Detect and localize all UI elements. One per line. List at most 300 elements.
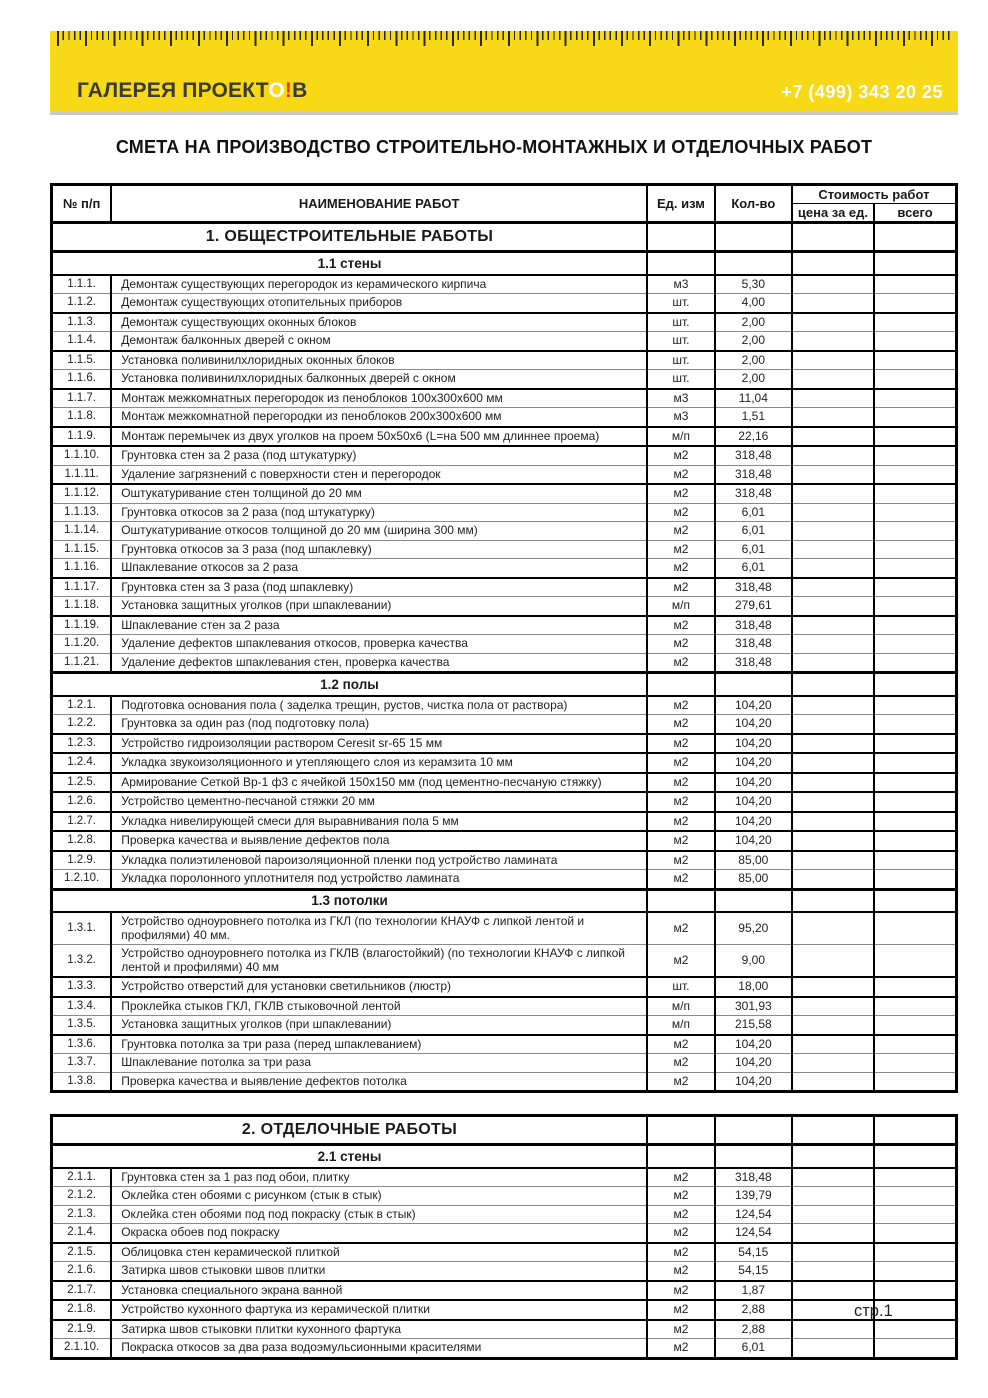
work-qty: 215,58: [715, 1016, 792, 1035]
work-name: Установка поливинилхлоридных балконных дверей с окном: [111, 370, 647, 389]
work-number: 1.1.4.: [52, 332, 112, 351]
subsection-title: 2.1 стены: [52, 1145, 647, 1168]
work-number: 1.1.12.: [52, 484, 112, 503]
work-qty: 104,20: [715, 773, 792, 793]
work-unit-price: [792, 597, 874, 616]
work-qty: 104,20: [715, 734, 792, 754]
work-name: Укладка нивелирующей смеси для выравнивания пола 5 мм: [111, 812, 647, 832]
work-total: [874, 578, 956, 597]
section-title: 1. ОБЩЕСТРОИТЕЛЬНЫЕ РАБОТЫ: [52, 223, 647, 252]
work-unit: м2: [647, 1339, 715, 1359]
work-total: [874, 753, 956, 773]
work-row: [52, 1205, 957, 1224]
work-row: [52, 715, 957, 734]
work-number: 1.1.2.: [52, 294, 112, 313]
section-row: [52, 1116, 957, 1145]
empty-cell: [715, 889, 792, 912]
work-total: [874, 977, 956, 997]
work-total: [874, 1243, 956, 1262]
subsection-title: 1.1 стены: [52, 252, 647, 275]
work-name: Оштукатуривание стен толщиной до 20 мм: [111, 484, 647, 503]
work-row: [52, 753, 957, 773]
work-unit: м2: [647, 1205, 715, 1224]
work-total: [874, 1320, 956, 1339]
work-unit: м2: [647, 1320, 715, 1339]
empty-cell: [792, 252, 874, 275]
section-title: 2. ОТДЕЛОЧНЫЕ РАБОТЫ: [52, 1116, 647, 1145]
work-total: [874, 503, 956, 522]
work-name: Грунтовка стен за 2 раза (под штукатурку): [111, 446, 647, 465]
empty-cell: [874, 1145, 956, 1168]
work-unit: м2: [647, 870, 715, 890]
work-qty: 104,20: [715, 696, 792, 715]
work-name: Демонтаж балконных дверей с окном: [111, 332, 647, 351]
work-number: 1.1.21.: [52, 653, 112, 673]
work-number: 1.3.7.: [52, 1054, 112, 1073]
work-unit-price: [792, 275, 874, 294]
work-qty: 2,00: [715, 332, 792, 351]
work-row: [52, 1168, 957, 1187]
logo-text-main: ГАЛЕРЕЯ ПРОЕКТ: [77, 79, 269, 102]
work-qty: 318,48: [715, 635, 792, 654]
work-unit-price: [792, 773, 874, 793]
work-row: [52, 559, 957, 578]
column-header-unit: Ед. изм: [647, 185, 715, 223]
work-name: Демонтаж существующих оконных блоков: [111, 313, 647, 332]
work-qty: 18,00: [715, 977, 792, 997]
work-total: [874, 522, 956, 541]
work-name: Облицовка стен керамической плиткой: [111, 1243, 647, 1262]
work-total: [874, 997, 956, 1016]
empty-cell: [715, 1116, 792, 1145]
work-name: Грунтовка стен за 3 раза (под шпаклевку): [111, 578, 647, 597]
work-total: [874, 351, 956, 370]
work-total: [874, 427, 956, 447]
empty-cell: [874, 1116, 956, 1145]
work-name: Грунтовка стен за 1 раз под обои, плитку: [111, 1168, 647, 1187]
work-qty: 318,48: [715, 1168, 792, 1187]
subsection-row: [52, 673, 957, 696]
work-name: Шпаклевание потолка за три раза: [111, 1054, 647, 1073]
work-total: [874, 313, 956, 332]
work-unit-price: [792, 653, 874, 673]
work-row: [52, 1072, 957, 1092]
work-unit: м2: [647, 522, 715, 541]
empty-cell: [715, 1145, 792, 1168]
work-total: [874, 945, 956, 978]
work-row: [52, 313, 957, 332]
empty-cell: [874, 889, 956, 912]
work-unit-price: [792, 912, 874, 945]
work-unit: шт.: [647, 332, 715, 351]
work-qty: 318,48: [715, 578, 792, 597]
work-unit-price: [792, 503, 874, 522]
work-unit: м2: [647, 635, 715, 654]
column-header-name: НАИМЕНОВАНИЕ РАБОТ: [111, 185, 647, 223]
work-number: 1.1.14.: [52, 522, 112, 541]
estimate-tables: [50, 183, 958, 1381]
estimate-table-2: [50, 1114, 958, 1360]
work-name: Монтаж межкомнатных перегородок из пеноблоков 100х300х600 мм: [111, 389, 647, 408]
work-unit-price: [792, 370, 874, 389]
work-unit: м3: [647, 275, 715, 294]
work-total: [874, 446, 956, 465]
work-qty: 124,54: [715, 1205, 792, 1224]
work-row: [52, 351, 957, 370]
work-total: [874, 1262, 956, 1281]
work-unit: м/п: [647, 997, 715, 1016]
work-number: 1.2.9.: [52, 851, 112, 870]
work-total: [874, 1072, 956, 1092]
work-total: [874, 870, 956, 890]
work-unit-price: [792, 945, 874, 978]
work-name: Монтаж межкомнатной перегородки из пеноблоков 200х300х600 мм: [111, 408, 647, 427]
work-number: 2.1.6.: [52, 1262, 112, 1281]
work-unit-price: [792, 753, 874, 773]
work-row: [52, 870, 957, 890]
work-row: [52, 977, 957, 997]
work-unit: м2: [647, 851, 715, 870]
work-row: [52, 1035, 957, 1054]
work-total: [874, 294, 956, 313]
work-row: [52, 370, 957, 389]
work-name: Шпаклевание откосов за 2 раза: [111, 559, 647, 578]
work-row: [52, 851, 957, 870]
work-number: 1.1.8.: [52, 408, 112, 427]
work-row: [52, 831, 957, 851]
work-unit-price: [792, 446, 874, 465]
work-unit-price: [792, 408, 874, 427]
work-row: [52, 332, 957, 351]
work-name: Установка специального экрана ванной: [111, 1281, 647, 1301]
work-number: 1.1.13.: [52, 503, 112, 522]
work-qty: 6,01: [715, 559, 792, 578]
work-qty: 6,01: [715, 540, 792, 559]
work-qty: 104,20: [715, 831, 792, 851]
work-unit: м2: [647, 696, 715, 715]
work-qty: 85,00: [715, 851, 792, 870]
work-qty: 2,88: [715, 1320, 792, 1339]
work-name: Грунтовка откосов за 3 раза (под шпаклевку): [111, 540, 647, 559]
work-row: [52, 653, 957, 673]
work-unit-price: [792, 696, 874, 715]
work-number: 1.1.11.: [52, 465, 112, 484]
section-row: [52, 223, 957, 252]
work-unit: м2: [647, 812, 715, 832]
work-name: Удаление дефектов шпаклевания откосов, проверка качества: [111, 635, 647, 654]
work-unit: м2: [647, 715, 715, 734]
work-unit-price: [792, 559, 874, 578]
logo-letter-o: О: [268, 79, 285, 102]
work-total: [874, 389, 956, 408]
work-qty: 6,01: [715, 1339, 792, 1359]
work-total: [874, 1035, 956, 1054]
work-row: [52, 597, 957, 616]
work-qty: 318,48: [715, 484, 792, 503]
work-total: [874, 696, 956, 715]
work-total: [874, 616, 956, 635]
work-row: [52, 1281, 957, 1301]
work-unit-price: [792, 465, 874, 484]
work-total: [874, 370, 956, 389]
work-unit-price: [792, 1320, 874, 1339]
empty-cell: [792, 673, 874, 696]
work-total: [874, 484, 956, 503]
work-row: [52, 945, 957, 978]
work-unit: м/п: [647, 597, 715, 616]
phone-number: +7 (499) 343 20 25: [781, 82, 943, 102]
work-unit: шт.: [647, 294, 715, 313]
work-unit: м2: [647, 484, 715, 503]
work-qty: 1,87: [715, 1281, 792, 1301]
work-unit: м2: [647, 446, 715, 465]
column-header-total: всего: [874, 204, 956, 223]
work-unit-price: [792, 977, 874, 997]
work-qty: 104,20: [715, 792, 792, 812]
subsection-row: [52, 889, 957, 912]
work-number: 1.1.19.: [52, 616, 112, 635]
work-total: [874, 653, 956, 673]
work-unit: м2: [647, 540, 715, 559]
work-qty: 104,20: [715, 1035, 792, 1054]
work-qty: 6,01: [715, 503, 792, 522]
work-row: [52, 522, 957, 541]
work-number: 1.2.1.: [52, 696, 112, 715]
work-qty: 4,00: [715, 294, 792, 313]
empty-cell: [792, 1145, 874, 1168]
empty-cell: [647, 673, 715, 696]
work-row: [52, 773, 957, 793]
work-number: 2.1.7.: [52, 1281, 112, 1301]
work-unit: м2: [647, 653, 715, 673]
work-unit-price: [792, 332, 874, 351]
estimate-table-1: [50, 183, 958, 1093]
work-qty: 279,61: [715, 597, 792, 616]
work-name: Установка защитных уголков (при шпаклевании): [111, 1016, 647, 1035]
work-qty: 318,48: [715, 446, 792, 465]
subsection-title: 1.3 потолки: [52, 889, 647, 912]
work-unit: шт.: [647, 351, 715, 370]
column-header-cost-group: Стоимость работ: [792, 185, 957, 204]
work-number: 1.3.2.: [52, 945, 112, 978]
work-unit-price: [792, 635, 874, 654]
work-number: 1.1.3.: [52, 313, 112, 332]
work-row: [52, 1300, 957, 1320]
work-number: 1.1.16.: [52, 559, 112, 578]
work-name: Устройство цементно-песчаной стяжки 20 мм: [111, 792, 647, 812]
work-row: [52, 427, 957, 447]
table-header-row: [52, 185, 957, 204]
work-number: 2.1.5.: [52, 1243, 112, 1262]
work-unit-price: [792, 294, 874, 313]
work-unit: м/п: [647, 1016, 715, 1035]
work-row: [52, 997, 957, 1016]
work-row: [52, 812, 957, 832]
empty-cell: [792, 889, 874, 912]
work-unit: шт.: [647, 370, 715, 389]
work-name: Демонтаж существующих перегородок из керамического кирпича: [111, 275, 647, 294]
work-unit-price: [792, 870, 874, 890]
work-unit: м2: [647, 831, 715, 851]
subsection-row: [52, 252, 957, 275]
work-unit-price: [792, 522, 874, 541]
company-logo: [77, 79, 307, 103]
work-unit: м2: [647, 465, 715, 484]
work-unit-price: [792, 1016, 874, 1035]
work-number: 1.3.5.: [52, 1016, 112, 1035]
work-name: Оклейка стен обоями под под покраску (стык в стык): [111, 1205, 647, 1224]
work-row: [52, 484, 957, 503]
work-row: [52, 465, 957, 484]
work-unit: м2: [647, 1224, 715, 1243]
work-number: 2.1.10.: [52, 1339, 112, 1359]
work-row: [52, 446, 957, 465]
work-row: [52, 1339, 957, 1359]
work-unit-price: [792, 351, 874, 370]
work-total: [874, 635, 956, 654]
work-total: [874, 1205, 956, 1224]
work-number: 1.3.1.: [52, 912, 112, 945]
work-number: 1.2.3.: [52, 734, 112, 754]
work-unit: м2: [647, 1072, 715, 1092]
work-row: [52, 1187, 957, 1206]
work-unit: м2: [647, 912, 715, 945]
work-name: Монтаж перемычек из двух уголков на проем 50х50х6 (L=на 500 мм длиннее проема): [111, 427, 647, 447]
work-number: 1.2.6.: [52, 792, 112, 812]
empty-cell: [647, 1145, 715, 1168]
work-name: Грунтовка потолка за три раза (перед шпаклеванием): [111, 1035, 647, 1054]
work-total: [874, 715, 956, 734]
work-unit: м2: [647, 1187, 715, 1206]
work-name: Устройство отверстий для установки светильников (люстр): [111, 977, 647, 997]
work-name: Устройство гидроизоляции раствором Ceresit sr-65 15 мм: [111, 734, 647, 754]
work-name: Укладка звукоизоляционного и утепляющего слоя из керамзита 10 мм: [111, 753, 647, 773]
work-number: 1.3.8.: [52, 1072, 112, 1092]
work-qty: 318,48: [715, 653, 792, 673]
work-number: 1.1.5.: [52, 351, 112, 370]
work-unit: шт.: [647, 313, 715, 332]
work-row: [52, 1016, 957, 1035]
work-total: [874, 851, 956, 870]
work-number: 1.2.4.: [52, 753, 112, 773]
work-number: 1.3.3.: [52, 977, 112, 997]
work-row: [52, 912, 957, 945]
work-unit-price: [792, 1243, 874, 1262]
work-qty: 104,20: [715, 753, 792, 773]
work-total: [874, 812, 956, 832]
work-unit-price: [792, 1205, 874, 1224]
empty-cell: [874, 673, 956, 696]
work-number: 1.2.10.: [52, 870, 112, 890]
work-name: Установка защитных уголков (при шпаклевании): [111, 597, 647, 616]
work-name: Оклейка стен обоями с рисунком (стык в стык): [111, 1187, 647, 1206]
work-unit: м2: [647, 753, 715, 773]
work-number: 1.2.7.: [52, 812, 112, 832]
work-qty: 85,00: [715, 870, 792, 890]
work-qty: 104,20: [715, 1054, 792, 1073]
empty-cell: [792, 1116, 874, 1145]
page-number: стр.1: [854, 1302, 893, 1320]
work-total: [874, 1054, 956, 1073]
work-name: Покраска откосов за два раза водоэмульсионными красителями: [111, 1339, 647, 1359]
work-unit-price: [792, 1054, 874, 1073]
work-unit-price: [792, 831, 874, 851]
empty-cell: [874, 223, 956, 252]
empty-cell: [792, 223, 874, 252]
work-total: [874, 1187, 956, 1206]
work-unit-price: [792, 792, 874, 812]
work-total: [874, 332, 956, 351]
work-qty: 95,20: [715, 912, 792, 945]
empty-cell: [647, 1116, 715, 1145]
work-unit: м2: [647, 1035, 715, 1054]
work-total: [874, 1016, 956, 1035]
work-total: [874, 465, 956, 484]
work-number: 2.1.9.: [52, 1320, 112, 1339]
work-name: Демонтаж существующих отопительных приборов: [111, 294, 647, 313]
work-row: [52, 1262, 957, 1281]
work-row: [52, 578, 957, 597]
work-unit: м2: [647, 734, 715, 754]
empty-cell: [647, 252, 715, 275]
work-number: 1.1.20.: [52, 635, 112, 654]
work-unit-price: [792, 1339, 874, 1359]
work-name: Укладка поролонного уплотнителя под устройство ламината: [111, 870, 647, 890]
work-qty: 104,20: [715, 1072, 792, 1092]
work-qty: 1,51: [715, 408, 792, 427]
work-row: [52, 792, 957, 812]
work-total: [874, 1339, 956, 1359]
work-number: 2.1.8.: [52, 1300, 112, 1320]
work-row: [52, 1224, 957, 1243]
subsection-title: 1.2 полы: [52, 673, 647, 696]
work-qty: 2,00: [715, 313, 792, 332]
work-number: 2.1.2.: [52, 1187, 112, 1206]
work-unit-price: [792, 427, 874, 447]
work-qty: 54,15: [715, 1262, 792, 1281]
work-number: 1.1.17.: [52, 578, 112, 597]
work-unit-price: [792, 1168, 874, 1187]
work-name: Грунтовка за один раз (под подготовку пола): [111, 715, 647, 734]
work-row: [52, 635, 957, 654]
work-qty: 2,00: [715, 370, 792, 389]
work-unit: м2: [647, 1168, 715, 1187]
work-unit-price: [792, 1224, 874, 1243]
work-number: 1.3.4.: [52, 997, 112, 1016]
work-unit: м2: [647, 1243, 715, 1262]
work-total: [874, 1281, 956, 1301]
ruler-ticks-icon: [57, 31, 951, 47]
work-qty: 6,01: [715, 522, 792, 541]
work-unit: м3: [647, 389, 715, 408]
work-name: Укладка полиэтиленовой пароизоляционной пленки под устройство ламината: [111, 851, 647, 870]
work-qty: 22,16: [715, 427, 792, 447]
work-total: [874, 408, 956, 427]
work-row: [52, 1054, 957, 1073]
work-name: Затирка швов стыковки плитки кухонного фартука: [111, 1320, 647, 1339]
work-unit: м2: [647, 1300, 715, 1320]
work-total: [874, 1224, 956, 1243]
empty-cell: [647, 889, 715, 912]
work-unit: м2: [647, 616, 715, 635]
subsection-row: [52, 1145, 957, 1168]
work-total: [874, 773, 956, 793]
logo-exclamation: !: [284, 79, 293, 102]
work-row: [52, 294, 957, 313]
work-name: Армирование Сеткой Вр-1 ф3 с ячейкой 150х150 мм (под цементно-песчаную стяжку): [111, 773, 647, 793]
work-number: 1.1.6.: [52, 370, 112, 389]
empty-cell: [715, 673, 792, 696]
